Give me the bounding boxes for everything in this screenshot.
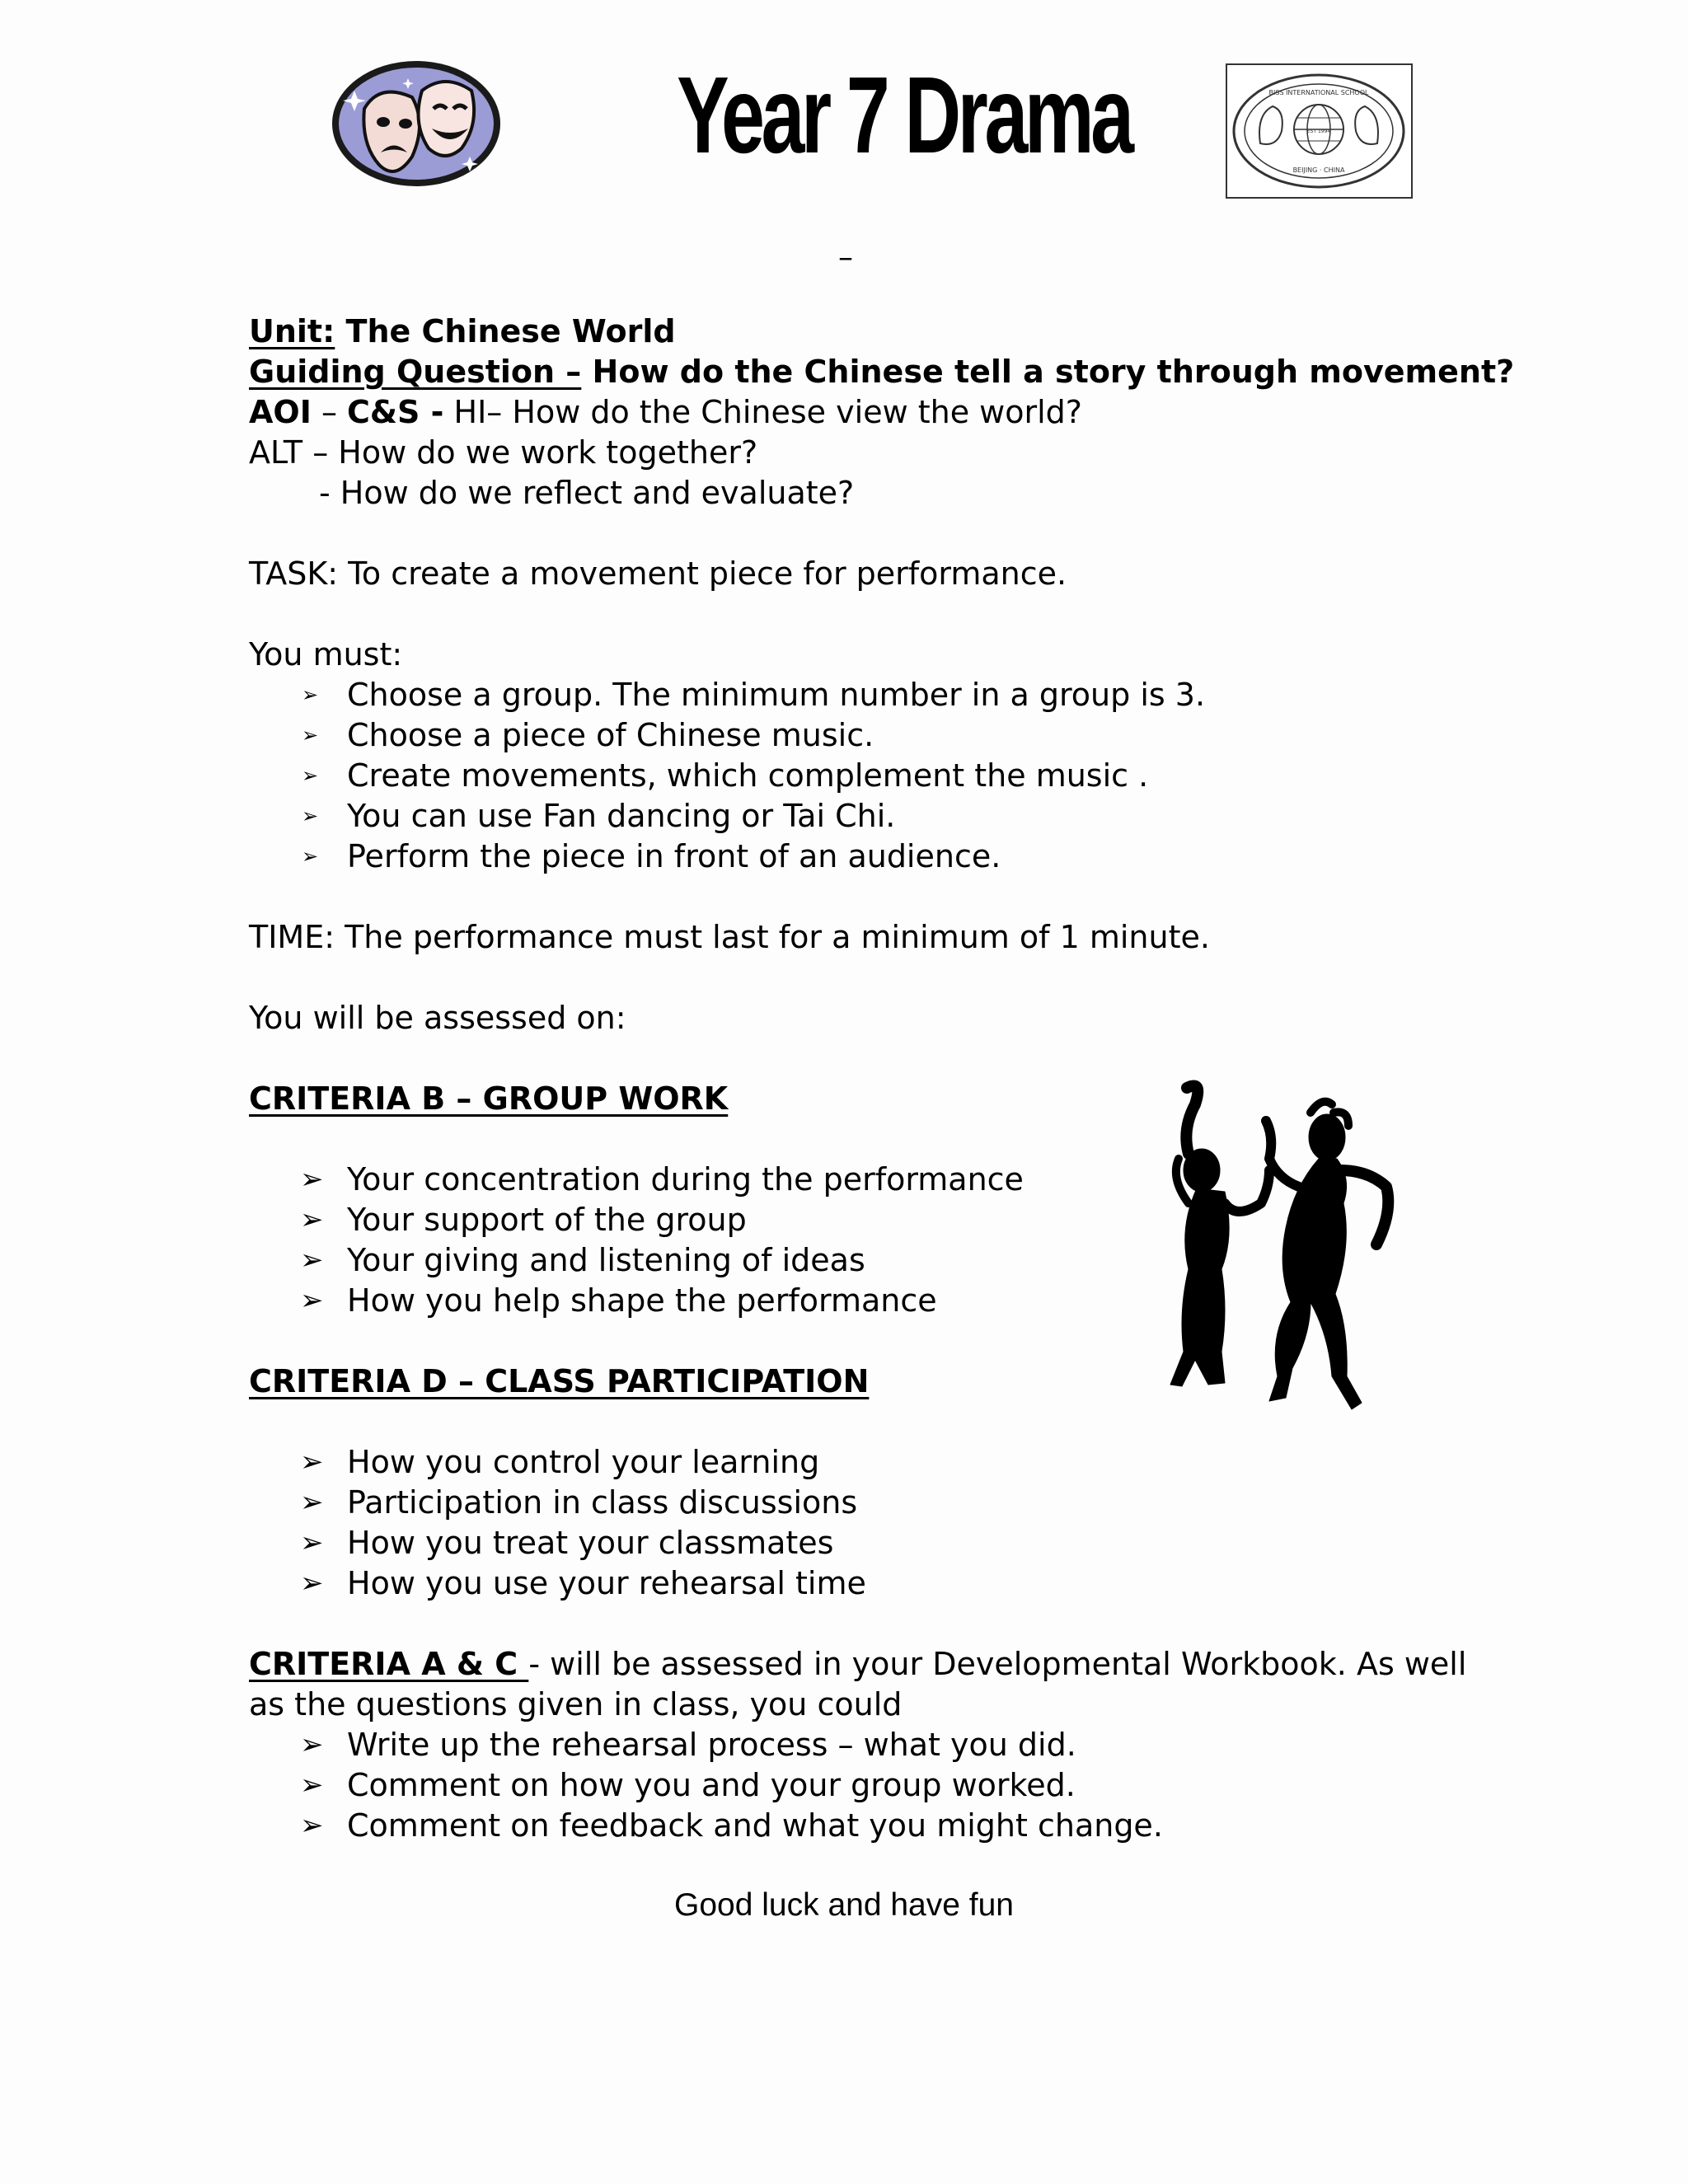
footer-message: Good luck and have fun	[674, 1887, 1014, 1923]
unit-value: The Chinese World	[335, 313, 676, 349]
school-crest-icon	[1226, 63, 1413, 199]
criteria-d-heading: CRITERIA D – CLASS PARTICIPATION	[249, 1363, 870, 1399]
list-item: ➢ Comment on feedback and what you might change.	[249, 1806, 1485, 1846]
document-body	[249, 312, 1515, 1846]
list-item: ➢ How you help shape the performance	[249, 1281, 1485, 1321]
crest-text-est: EST 1994	[1306, 129, 1331, 134]
alt-line-1: ALT – How do we work together?	[249, 434, 758, 471]
aoi-line	[249, 392, 1485, 433]
unit-line	[249, 312, 1485, 352]
list-item: ➢ Choose a piece of Chinese music.	[249, 715, 1485, 756]
arrow-bullet-icon: ➢	[300, 1244, 324, 1277]
list-item: ➢ Your concentration during the performance	[249, 1160, 1485, 1200]
list-item: ➢ You can use Fan dancing or Tai Chi.	[249, 796, 1485, 837]
list-item: ➢ Participation in class discussions	[249, 1483, 1485, 1523]
time-line: TIME: The performance must last for a minimum of 1 minute.	[249, 919, 1210, 955]
arrow-bullet-icon: ➢	[300, 1284, 324, 1317]
comedy-tragedy-masks-icon	[330, 58, 507, 190]
list-item: ➢ How you use your rehearsal time	[249, 1563, 1485, 1604]
criteria-ac-heading: CRITERIA A & C	[249, 1646, 529, 1682]
arrow-bullet-icon: ➢	[302, 724, 319, 747]
criteria-ac-text-2: as the questions given in class, you could	[249, 1686, 903, 1722]
arrow-bullet-icon: ➢	[300, 1728, 324, 1761]
aoi-sep: –	[311, 394, 348, 430]
list-item: ➢ Your support of the group	[249, 1200, 1485, 1240]
aoi-label: AOI	[249, 394, 312, 430]
aoi-value: HI– How do the Chinese view the world?	[443, 394, 1082, 430]
alt-line-2: - How do we reflect and evaluate?	[319, 475, 855, 511]
arrow-bullet-icon: ➢	[302, 845, 319, 868]
must-list	[249, 675, 1485, 877]
must-heading: You must:	[249, 636, 403, 673]
crest-text-bottom: BEIJING · CHINA	[1292, 166, 1345, 174]
criteria-d-list	[249, 1442, 1485, 1604]
arrow-bullet-icon: ➢	[302, 804, 319, 827]
task-line: TASK: To create a movement piece for performance.	[249, 555, 1067, 592]
list-item: ➢ Write up the rehearsal process – what you did.	[249, 1725, 1485, 1765]
arrow-bullet-icon: ➢	[300, 1203, 324, 1236]
list-item: ➢ Choose a group. The minimum number in a group is 3.	[249, 675, 1485, 715]
list-item: ➢ Perform the piece in front of an audience.	[249, 837, 1485, 877]
guiding-question-value: How do the Chinese tell a story through movement?	[581, 354, 1515, 390]
guiding-question-label: Guiding Question –	[249, 354, 582, 390]
arrow-bullet-icon: ➢	[302, 764, 319, 787]
arrow-bullet-icon: ➢	[300, 1163, 324, 1196]
list-item: ➢ Comment on how you and your group worked.	[249, 1765, 1485, 1806]
header-dash: –	[838, 241, 853, 274]
criteria-ac-text: - will be assessed in your Developmental Workbook. As well	[528, 1646, 1467, 1682]
arrow-bullet-icon: ➢	[302, 683, 319, 706]
list-item: ➢ How you control your learning	[249, 1442, 1485, 1483]
unit-label: Unit:	[249, 313, 335, 349]
guiding-question-line	[249, 352, 1515, 392]
arrow-bullet-icon: ➢	[300, 1567, 324, 1600]
arrow-bullet-icon: ➢	[300, 1446, 324, 1479]
criteria-b-heading: CRITERIA B – GROUP WORK	[249, 1080, 729, 1117]
arrow-bullet-icon: ➢	[300, 1526, 324, 1559]
dancing-figures-icon	[1146, 1080, 1409, 1434]
list-item: ➢ Your giving and listening of ideas	[249, 1240, 1485, 1281]
criteria-ac-list	[249, 1725, 1485, 1846]
assessed-line: You will be assessed on:	[249, 1000, 626, 1036]
list-item: ➢ Create movements, which complement the music .	[249, 756, 1485, 796]
criteria-ac-line	[249, 1644, 1485, 1685]
page-title: Year 7 Drama	[677, 54, 1131, 176]
crest-text-top: BISS INTERNATIONAL SCHOOL	[1268, 89, 1369, 96]
list-item: ➢ How you treat your classmates	[249, 1523, 1485, 1563]
arrow-bullet-icon: ➢	[300, 1809, 324, 1842]
arrow-bullet-icon: ➢	[300, 1486, 324, 1519]
cs-label: C&S -	[347, 394, 444, 430]
arrow-bullet-icon: ➢	[300, 1769, 324, 1802]
